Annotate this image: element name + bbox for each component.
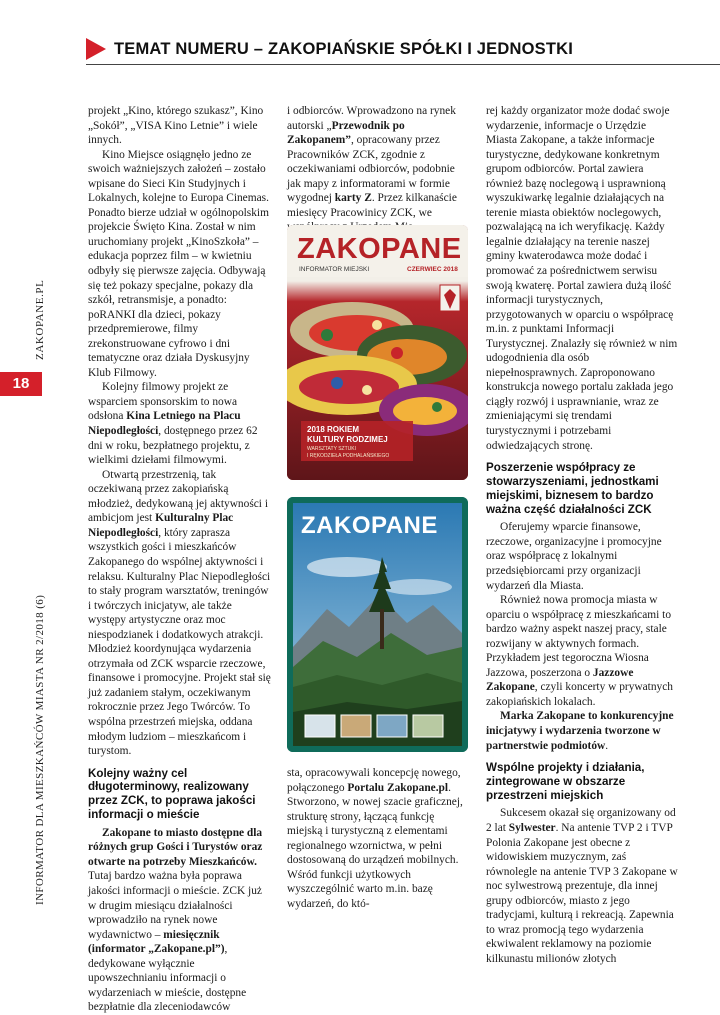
magazine-cover-june bbox=[287, 225, 468, 480]
page-number: 18 bbox=[0, 372, 42, 396]
paragraph: sta, opracowywali koncepcję nowego, połączonego Portalu Zakopane.pl. Stworzono, w nowej szacie graficznej, strukturę strony, łączącą funkcję miejską i turystyczną z elementami regionalnego wzornictwa, w pełni dostosowaną do urządzeń mobilnych. Wśród funkcji użytkowych wyszczególnić warto m.in. bazę wydarzeń, do któ- bbox=[287, 767, 463, 910]
column-2-continued bbox=[287, 766, 471, 911]
paragraph: Kolejny filmowy projekt ze wsparciem sponsorskim to nowa odsłona Kina Letniego na Placu Niepodległości, dostępnego przez 62 dni w roku, bezpłatnego projektu, z wielkimi dziełami filmowymi. bbox=[88, 381, 258, 467]
sidebar-issue-info: INFORMATOR DLA MIESZKAŃCÓW MIASTA NR 2/2018 (6) bbox=[34, 594, 46, 905]
header-arrow-icon bbox=[86, 38, 106, 60]
cover-month: CZERWIEC 2018 bbox=[407, 266, 458, 273]
paragraph: Również nowa promocja miasta w oparciu o współpracę z mieszkańcami to bardzo ważny aspekt naszej pracy, stale rozwijany w aktywnych formach. Przykładem jest tegoroczna Wiosna Jazzowa, poszerzona o Jazzowe Zakopane, czyli koncerty w prywatnych zakopiańskich lokalach. bbox=[486, 594, 673, 708]
cover-banner-line1: 2018 ROKIEM bbox=[307, 425, 360, 434]
page-header bbox=[0, 0, 720, 70]
subheading: Poszerzenie współpracy ze stowarzyszeniami, jednostkami miejskimi, biznesem to bardzo ważna część działalności ZCK bbox=[486, 461, 659, 516]
cover-subtitle: INFORMATOR MIEJSKI bbox=[299, 266, 370, 273]
sidebar-url: ZAKOPANE.PL bbox=[34, 279, 46, 360]
cover-banner-line4: I RĘKODZIEŁA PODHALAŃSKIEGO bbox=[307, 453, 390, 459]
cover-title: ZAKOPANE bbox=[301, 512, 438, 539]
cover-title: ZAKOPANE bbox=[297, 233, 462, 265]
paragraph: Kino Miejsce osiągnęło jedno ze swoich ważniejszych założeń – zostało wpisane do Sieci Kin Studyjnych i Lokalnych, kolejne to Europa Cinemas. Ponadto bierze udział w ogólnopolskim projekcie Święto Kina. Został w nim uruchomiany projekt „KinoSzkoła” – edukacja poprzez film – w kwietniu odbyły się pierwsze zajęcia. Odbywają się też pokazy specjalne, pokazy dla szkół, retransmisje, a ponadto: poRANKI dla dzieci, pokazy przedpremierowe, filmy zrekonstruowane cyfrowo i dni tematyczne oraz działa Dyskusyjny Klub Filmowy. bbox=[88, 148, 269, 379]
paragraph: projekt „Kino, którego szukasz”, Kino „Sokół”, „VISA Kino Letnie” i wiele innych. bbox=[88, 105, 264, 147]
magazine-cover-mountains bbox=[287, 497, 468, 752]
paragraph: Sukcesem okazał się organizowany od 2 lat Sylwester. Na antenie TVP 2 i TVP Polonia Zakopane jest obecne z widowiskiem muzycznym, zaś równolegle na antenie TVP 3 Zakopane w noc sylwestrową prezentuje, dla innej grupy odbiorców, miasto z jego tradycjami, kulturą i rekreacją. Zapewnia to wraz promocją tego wydarzenia ekwiwalent reklamowy na poziomie kilkunastu milionów złotych bbox=[486, 807, 678, 965]
paragraph: i odbiorców. Wprowadzono na rynek autorski „Przewodnik po Zakopanem”, opracowany przez Pracowników ZCK, zgodnie z oczekiwaniami odbiorców, podobnie jak mapy z informatorami w formie wygodnej karty Z. Przez kilkanaście miesięcy Pracowinicy ZCK, we bbox=[287, 105, 457, 219]
subheading: Kolejny ważny cel długoterminowy, realizowany przez ZCK, to poprawa jakości informacji o mieście bbox=[88, 766, 256, 821]
paragraph: rej każdy organizator może dodać swoje wydarzenie, informacje o Urzędzie Miasta Zakopane, a także informacje turystyczne, dedykowane konkretnym grupom odbiorców. Portal zawiera również bazę noclegową i usprawnioną wyszukiwarkę legalnie działających na terenie miasta obiektów noclegowych, pozwalającą na ich weryfikację. Każdy legalnie działający na terenie naszej gminy kwaterodawca może dodać i promować za pośrednictwem serwisu swoją kwaterę. Portal zawiera dużą ilość informacji turystycznych, przygotowanych w oparciu o współpracę m.in. z punktami Informacji Turystycznej. Znalazły się również w nim udogodnienia dla osób niepełnosprawnych. Zaproponowano konstrukcja nowego portalu zakłada jego ciągły rozwój i usprawnianie, wraz ze zmieniającymi się trendami turystycznymi i potrzebami odwiedzających stronę. bbox=[486, 105, 678, 452]
paragraph: Oferujemy wparcie finansowe, rzeczowe, organizacyjne i promocyjne oraz współpracę z lokalnymi przedsiębiorcami przy organizacji wydarzeń dla Miasta. bbox=[486, 521, 662, 592]
section-title: TEMAT NUMERU – ZAKOPIAŃSKIE SPÓŁKI I JEDNOSTKI bbox=[114, 40, 574, 58]
paragraph: Marka Zakopane to konkurencyjne inicjatywy i wydarzenia tworzone w partnerstwie podmiotów. bbox=[486, 710, 674, 752]
paragraph: Otwartą przestrzenią, tak oczekiwaną przez zakopiańską młodzież, dedykowaną jej aktywności i ambicjom jest Kulturalny Plac Niepodległości, który zaprasza wszystkich gości i mieszkańców Zakopanego do wspólnej aktywności i relaksu. Kulturalny Plac Niepodległości to stały program warsztatów, treningów i twórczych inicjatyw, ale także występy artystyczne oraz moc niespodzianek i dodatkowych atrakcji. Młodzież koordynująca wydarzenia otrzymała od ZCK wsparcie rzeczowe, finansowe i promocyjne. Projekt stał się już zadaniem stałym, oczekiwanym rokrocznie przez Jego Twórców. To wspólna przestrzeń miejska, oddana młodym ludziom – mieszkańcom i turystom. bbox=[88, 468, 271, 758]
subheading: Wspólne projekty i działania, zintegrowane w obszarze przestrzeni miejskich bbox=[486, 761, 645, 802]
column-3 bbox=[486, 104, 678, 966]
paragraph: Zakopane to miasto dostępne dla różnych grup Gości i Turystów oraz otwarte na potrzeby Mieszkańców. Tutaj bardzo ważna była poprawa jakości informacji o mieście. ZCK już w drugim miesiącu działalności wprowadziło na rynek nowe wydawnictwo – miesięcznik (informator „Zakopane.pl”), dedykowane wyłącznie upowszechnianiu informacji o wydarzeniach w mieście, dostępne bezpłatnie dla zleceniodawców bbox=[88, 826, 263, 1014]
column-1 bbox=[88, 104, 272, 1015]
column-2 bbox=[287, 104, 471, 235]
header-rule bbox=[86, 64, 720, 65]
cover-banner-line2: KULTURY RODZIMEJ bbox=[307, 435, 388, 444]
cover-banner-line3: WARSZTATY SZTUKI bbox=[307, 446, 356, 452]
